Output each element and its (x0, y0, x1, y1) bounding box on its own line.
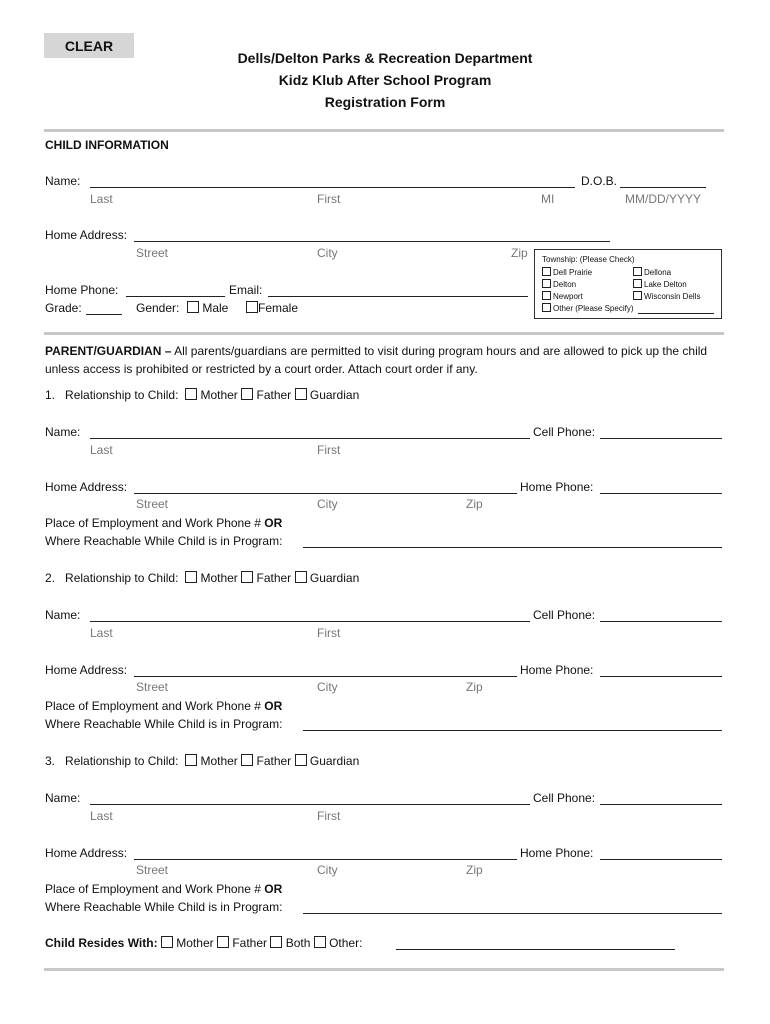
checkbox-icon[interactable] (295, 754, 307, 766)
parent-2-cell-label: Cell Phone: (533, 608, 596, 622)
resides-other-label: Other: (329, 936, 363, 950)
checkbox-icon[interactable] (185, 754, 197, 766)
child-address-label: Home Address: (45, 228, 128, 242)
sub-label-dob-format: MM/DD/YYYY (625, 192, 702, 206)
parent-2-address-label: Home Address: (45, 663, 128, 677)
relationship-guardian-label: Guardian (309, 754, 360, 768)
checkbox-icon[interactable] (542, 279, 551, 288)
township-dell-prairie[interactable] (542, 267, 592, 277)
parent-1-reachable-field[interactable] (303, 547, 722, 548)
checkbox-icon[interactable] (542, 267, 551, 276)
checkbox-icon[interactable] (241, 571, 253, 583)
township-dell-prairie-label: Dell Prairie (553, 268, 593, 277)
township-wisconsin-dells[interactable] (633, 291, 700, 301)
sub-label-zip: Zip (466, 680, 483, 694)
child-name-label: Name: (45, 174, 81, 188)
child-dob-label: D.O.B. (581, 174, 618, 188)
sub-label-street: Street (136, 680, 169, 694)
relationship-mother-label: Mother (200, 754, 238, 768)
parent-2-name-field[interactable] (90, 621, 530, 622)
checkbox-icon[interactable] (295, 388, 307, 400)
parent-intro-heading: PARENT/GUARDIAN – (45, 344, 172, 358)
child-email-field[interactable] (268, 296, 528, 297)
parent-3-home-phone-label: Home Phone: (520, 846, 594, 860)
checkbox-icon[interactable] (161, 936, 173, 948)
sub-label-first: First (317, 626, 341, 640)
checkbox-icon[interactable] (314, 936, 326, 948)
sub-label-last: Last (90, 443, 113, 457)
parent-1-name-field[interactable] (90, 438, 530, 439)
township-lake-delton[interactable] (633, 279, 687, 289)
sub-label-street: Street (136, 246, 169, 260)
parent-2-address-field[interactable] (134, 676, 517, 677)
sub-label-zip: Zip (511, 246, 528, 260)
child-phone-field[interactable] (126, 296, 225, 297)
township-other-label: Other (Please Specify) (553, 304, 634, 313)
parent-3-reachable-label: Where Reachable While Child is in Program: (45, 900, 283, 914)
sub-label-mi: MI (541, 192, 555, 206)
sub-label-first: First (317, 809, 341, 823)
form-title-program: Kidz Klub After School Program (278, 72, 492, 88)
township-title: Township: (Please Check) (542, 255, 635, 264)
sub-label-last: Last (90, 626, 113, 640)
checkbox-icon[interactable] (542, 303, 551, 312)
relationship-father-label: Father (256, 571, 292, 585)
checkbox-icon[interactable] (185, 571, 197, 583)
employment-or: OR (264, 516, 283, 530)
checkbox-icon[interactable] (295, 571, 307, 583)
parent-1-name-label: Name: (45, 425, 81, 439)
child-email-label: Email: (229, 283, 263, 297)
relationship-label: Relationship to Child: (65, 388, 179, 402)
checkbox-icon[interactable] (187, 301, 199, 313)
township-dellona[interactable] (633, 267, 671, 277)
relationship-mother-label: Mother (200, 571, 238, 585)
township-lake-delton-label: Lake Delton (644, 280, 687, 289)
sub-label-street: Street (136, 863, 169, 877)
parent-3-reachable-field[interactable] (303, 913, 722, 914)
resides-with-row (45, 936, 362, 950)
child-grade-field[interactable] (86, 314, 122, 315)
parent-3-address-label: Home Address: (45, 846, 128, 860)
parent-1-relationship-row (45, 388, 359, 402)
resides-mother-label: Mother (176, 936, 214, 950)
township-delton-label: Delton (553, 280, 577, 289)
form-title-registration: Registration Form (324, 94, 446, 110)
relationship-father-label: Father (256, 388, 292, 402)
employment-or: OR (264, 699, 283, 713)
sub-label-city: City (317, 863, 338, 877)
township-dellona-label: Dellona (644, 268, 672, 277)
parent-1-cell-label: Cell Phone: (533, 425, 596, 439)
relationship-label: Relationship to Child: (65, 571, 179, 585)
checkbox-icon[interactable] (633, 267, 642, 276)
parent-2-cell-field[interactable] (600, 621, 722, 622)
checkbox-icon[interactable] (217, 936, 229, 948)
child-address-field[interactable] (134, 241, 610, 242)
township-box (534, 249, 722, 319)
checkbox-icon[interactable] (633, 279, 642, 288)
parent-2-relationship-row (45, 571, 359, 585)
checkbox-icon[interactable] (246, 301, 258, 313)
child-grade-label: Grade: (45, 301, 82, 315)
parent-intro (45, 342, 721, 378)
employment-label-text: Place of Employment and Work Phone # (45, 699, 261, 713)
resides-other-field[interactable] (396, 949, 675, 950)
relationship-guardian-label: Guardian (309, 571, 360, 585)
sub-label-city: City (317, 497, 338, 511)
checkbox-icon[interactable] (185, 388, 197, 400)
township-wisconsin-dells-label: Wisconsin Dells (644, 292, 701, 301)
relationship-label: Relationship to Child: (65, 754, 179, 768)
sub-label-city: City (317, 246, 338, 260)
clear-button[interactable]: CLEAR (44, 33, 134, 58)
gender-female-option[interactable] (246, 301, 298, 315)
child-dob-field[interactable] (620, 187, 706, 188)
checkbox-icon[interactable] (270, 936, 282, 948)
parent-3-name-label: Name: (45, 791, 81, 805)
checkbox-icon[interactable] (542, 291, 551, 300)
divider-middle (44, 332, 724, 335)
form-title-department: Dells/Delton Parks & Recreation Department (237, 50, 533, 66)
parent-1-reachable-label: Where Reachable While Child is in Program: (45, 534, 283, 548)
child-section-title: CHILD INFORMATION (45, 138, 169, 152)
divider-top (44, 129, 724, 132)
parent-3-cell-label: Cell Phone: (533, 791, 596, 805)
parent-3-name-field[interactable] (90, 804, 530, 805)
sub-label-zip: Zip (466, 497, 483, 511)
parent-3-number: 3. (45, 754, 56, 768)
child-name-field[interactable] (90, 187, 575, 188)
resides-with-label: Child Resides With: (45, 936, 158, 950)
divider-bottom (44, 968, 724, 971)
township-delton[interactable] (542, 279, 576, 289)
parent-2-home-phone-field[interactable] (600, 676, 722, 677)
sub-label-zip: Zip (466, 863, 483, 877)
parent-1-number: 1. (45, 388, 56, 402)
township-newport-label: Newport (553, 292, 583, 301)
sub-label-street: Street (136, 497, 169, 511)
parent-1-cell-field[interactable] (600, 438, 722, 439)
checkbox-icon[interactable] (241, 388, 253, 400)
parent-3-address-field[interactable] (134, 859, 517, 860)
parent-1-home-phone-label: Home Phone: (520, 480, 594, 494)
resides-both-label: Both (285, 936, 311, 950)
sub-label-last: Last (90, 192, 113, 206)
parent-3-home-phone-field[interactable] (600, 859, 722, 860)
parent-3-employment-label (45, 882, 282, 896)
checkbox-icon[interactable] (241, 754, 253, 766)
parent-1-home-phone-field[interactable] (600, 493, 722, 494)
parent-2-home-phone-label: Home Phone: (520, 663, 594, 677)
sub-label-first: First (317, 192, 341, 206)
parent-intro-text: All parents/guardians are permitted to visit during program hours and are allowed to pick up the child unless access is prohibited or restricted by a court order. Attach court order if any. (45, 344, 708, 376)
checkbox-icon[interactable] (633, 291, 642, 300)
township-other-field[interactable] (638, 313, 714, 314)
parent-2-employment-label (45, 699, 282, 713)
gender-female-label: Female (258, 301, 299, 315)
employment-or: OR (264, 882, 283, 896)
sub-label-city: City (317, 680, 338, 694)
relationship-guardian-label: Guardian (309, 388, 360, 402)
parent-2-reachable-field[interactable] (303, 730, 722, 731)
township-newport[interactable] (542, 291, 583, 301)
child-phone-label: Home Phone: (45, 283, 119, 297)
parent-1-address-label: Home Address: (45, 480, 128, 494)
sub-label-last: Last (90, 809, 113, 823)
parent-3-relationship-row (45, 754, 359, 768)
relationship-father-label: Father (256, 754, 292, 768)
township-other[interactable] (542, 303, 633, 313)
gender-male-label: Male (202, 301, 229, 315)
parent-2-number: 2. (45, 571, 56, 585)
child-gender-label: Gender: (136, 301, 180, 315)
employment-label-text: Place of Employment and Work Phone # (45, 882, 261, 896)
parent-2-reachable-label: Where Reachable While Child is in Program: (45, 717, 283, 731)
employment-label-text: Place of Employment and Work Phone # (45, 516, 261, 530)
relationship-mother-label: Mother (200, 388, 238, 402)
resides-father-label: Father (232, 936, 267, 950)
parent-3-cell-field[interactable] (600, 804, 722, 805)
parent-2-name-label: Name: (45, 608, 81, 622)
gender-male-option[interactable] (187, 301, 228, 315)
parent-1-employment-label (45, 516, 282, 530)
parent-1-address-field[interactable] (134, 493, 517, 494)
sub-label-first: First (317, 443, 341, 457)
